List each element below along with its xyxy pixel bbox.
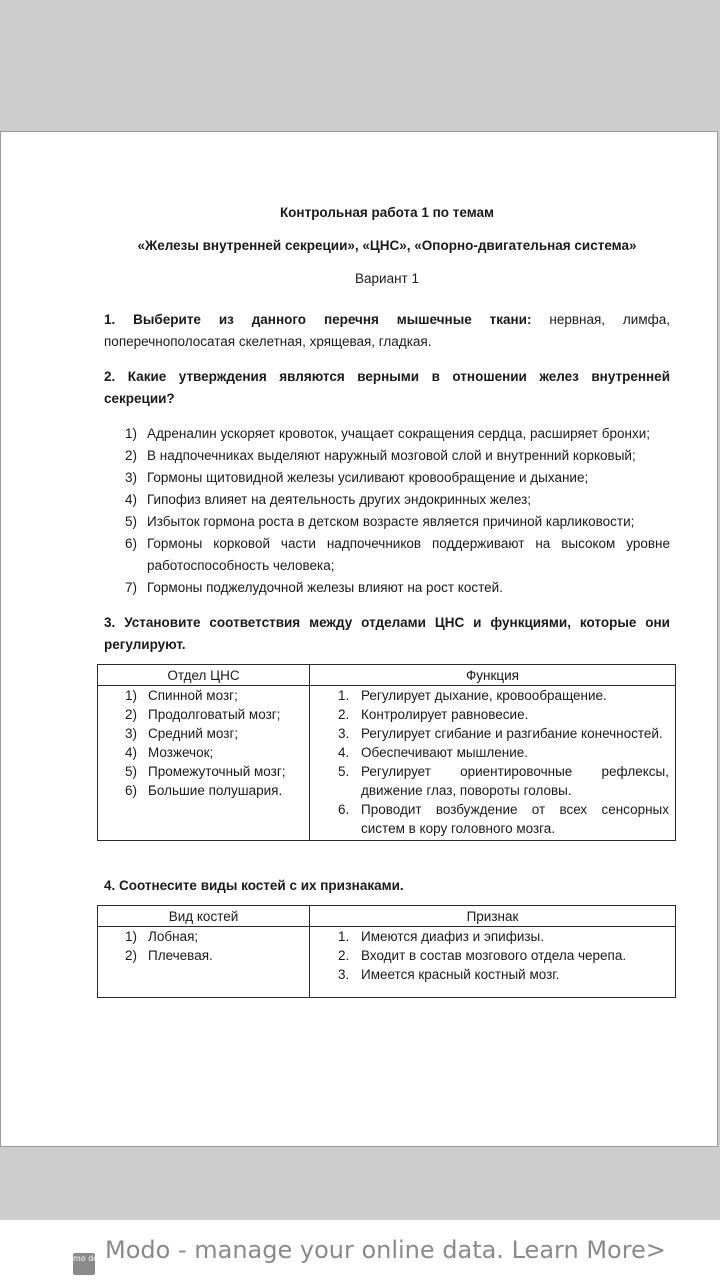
list-item-number: 3.: [338, 967, 350, 982]
list-item: [310, 762, 669, 800]
table-header-bone-type: Вид костей: [98, 906, 310, 927]
list-item: [104, 423, 670, 445]
table-header-function: Функция: [310, 665, 676, 686]
cns-sections-list: [98, 686, 309, 802]
question-2-prompt: 2. Какие утверждения являются верными в отношении желез внутренней секреции?: [104, 369, 670, 406]
bone-types-list: [98, 927, 309, 967]
bone-types-cell: [98, 927, 310, 998]
list-item: [104, 533, 670, 577]
list-item: [98, 686, 309, 705]
list-item: [104, 511, 670, 533]
list-item-text: Гипофиз влияет на деятельность других эндокринных желез;: [147, 492, 532, 507]
list-item-number: 4.: [338, 745, 350, 760]
list-item-text: Избыток гормона роста в детском возрасте является причиной карликовости;: [147, 514, 635, 529]
list-item-number: 2.: [338, 948, 350, 963]
list-item-number: 3): [125, 726, 138, 741]
list-item-number: 4): [125, 492, 138, 507]
list-item: [310, 743, 669, 762]
question-3-prompt: 3. Установите соответствия между отделами ЦНС и функциями, которые они регулируют.: [104, 615, 670, 652]
ad-banner-text[interactable]: Modo - manage your online data. Learn More>: [105, 1236, 666, 1264]
list-item-text: Мозжечок;: [148, 745, 214, 760]
list-item-text: Гормоны корковой части надпочечников поддерживают на высоком уровне работоспособность человека;: [147, 536, 670, 573]
list-item-number: 3): [125, 470, 138, 485]
list-item-text: Продолговатый мозг;: [148, 707, 281, 722]
list-item: [310, 686, 669, 705]
list-item-text: Гормоны щитовидной железы усиливают кровообращение и дыхание;: [147, 470, 589, 485]
list-item-number: 6): [125, 783, 138, 798]
list-item-number: 1.: [338, 688, 350, 703]
list-item-number: 4): [125, 745, 138, 760]
document-body: [104, 202, 670, 998]
cns-functions-list: [310, 686, 675, 840]
list-item-number: 1): [125, 688, 138, 703]
question-2-list: [104, 423, 670, 599]
list-item: [98, 946, 309, 965]
table-header-cns-section: Отдел ЦНС: [98, 665, 310, 686]
list-item-number: 5.: [338, 764, 350, 779]
bone-features-cell: [310, 927, 676, 998]
list-item-number: 1): [125, 929, 138, 944]
list-item-number: 2): [125, 948, 138, 963]
list-item-text: Имеется красный костный мозг.: [361, 967, 560, 982]
list-item-number: 7): [125, 580, 138, 595]
list-item: [104, 577, 670, 599]
list-item: [98, 705, 309, 724]
list-item-text: Обеспечивают мышление.: [361, 745, 529, 760]
list-item-number: 1): [125, 426, 138, 441]
ad-banner-content[interactable]: [73, 1236, 666, 1275]
list-item-text: Плечевая.: [148, 948, 213, 963]
modo-logo-icon: mo do: [73, 1253, 95, 1275]
list-item: [310, 800, 669, 838]
list-item-number: 5): [125, 514, 138, 529]
list-item-number: 3.: [338, 726, 350, 741]
list-item: [310, 724, 669, 743]
list-item-number: 2): [125, 448, 138, 463]
list-item-text: Адреналин ускоряет кровоток, учащает сокращения сердца, расширяет бронхи;: [147, 426, 651, 441]
list-item: [310, 705, 669, 724]
list-item: [104, 445, 670, 467]
question-1-prompt: 1. Выберите из данного перечня мышечные ткани:: [104, 312, 532, 327]
list-item: [98, 724, 309, 743]
bone-features-list: [310, 927, 675, 986]
question-1: [104, 309, 670, 353]
document-title: Контрольная работа 1 по темам: [279, 205, 495, 220]
list-item-text: Регулирует ориентировочные рефлексы, движение глаз, повороты головы.: [361, 764, 669, 798]
list-item: [310, 965, 669, 984]
list-item-text: Регулирует дыхание, кровообращение.: [361, 688, 607, 703]
variant-label: Вариант 1: [355, 271, 419, 286]
list-item: [98, 743, 309, 762]
list-item: [98, 927, 309, 946]
list-item-number: 6.: [338, 802, 350, 817]
cns-functions-cell: [310, 686, 676, 841]
list-item: [104, 467, 670, 489]
list-item-number: 2.: [338, 707, 350, 722]
document-page: [0, 131, 718, 1147]
bones-matching-table: [97, 905, 676, 998]
list-item-text: Большие полушария.: [148, 783, 283, 798]
list-item-text: Спинной мозг;: [148, 688, 238, 703]
list-item-text: Контролирует равновесие.: [361, 707, 529, 722]
list-item: [310, 927, 669, 946]
list-item: [98, 762, 309, 781]
cns-matching-table: [97, 664, 676, 841]
list-item-text: В надпочечниках выделяют наружный мозговой слой и внутренний корковый;: [147, 448, 636, 463]
list-item-text: Гормоны поджелудочной железы влияют на рост костей.: [147, 580, 503, 595]
table-header-feature: Признак: [310, 906, 676, 927]
question-4-prompt: 4. Соотнесите виды костей с их признаками.: [104, 878, 404, 893]
list-item-text: Входит в состав мозгового отдела черепа.: [361, 948, 627, 963]
list-item-text: Лобная;: [148, 929, 199, 944]
question-1-options: нервная, лимфа, поперечнополосатая скелетная, хрящевая, гладкая.: [104, 312, 670, 349]
list-item-text: Имеются диафиз и эпифизы.: [361, 929, 545, 944]
list-item: [98, 781, 309, 800]
list-item-text: Проводит возбуждение от всех сенсорных систем в кору головного мозга.: [361, 802, 669, 836]
list-item-text: Промежуточный мозг;: [148, 764, 286, 779]
list-item-text: Средний мозг;: [148, 726, 239, 741]
list-item-number: 1.: [338, 929, 350, 944]
list-item-number: 5): [125, 764, 138, 779]
list-item: [310, 946, 669, 965]
list-item-number: 6): [125, 536, 138, 551]
list-item-number: 2): [125, 707, 138, 722]
ad-banner[interactable]: [0, 1220, 720, 1280]
cns-sections-cell: [98, 686, 310, 841]
list-item: [104, 489, 670, 511]
list-item-text: Регулирует сгибание и разгибание конечностей.: [361, 726, 663, 741]
document-subtitle: «Железы внутренней секреции», «ЦНС», «Опорно-двигательная система»: [137, 238, 637, 253]
